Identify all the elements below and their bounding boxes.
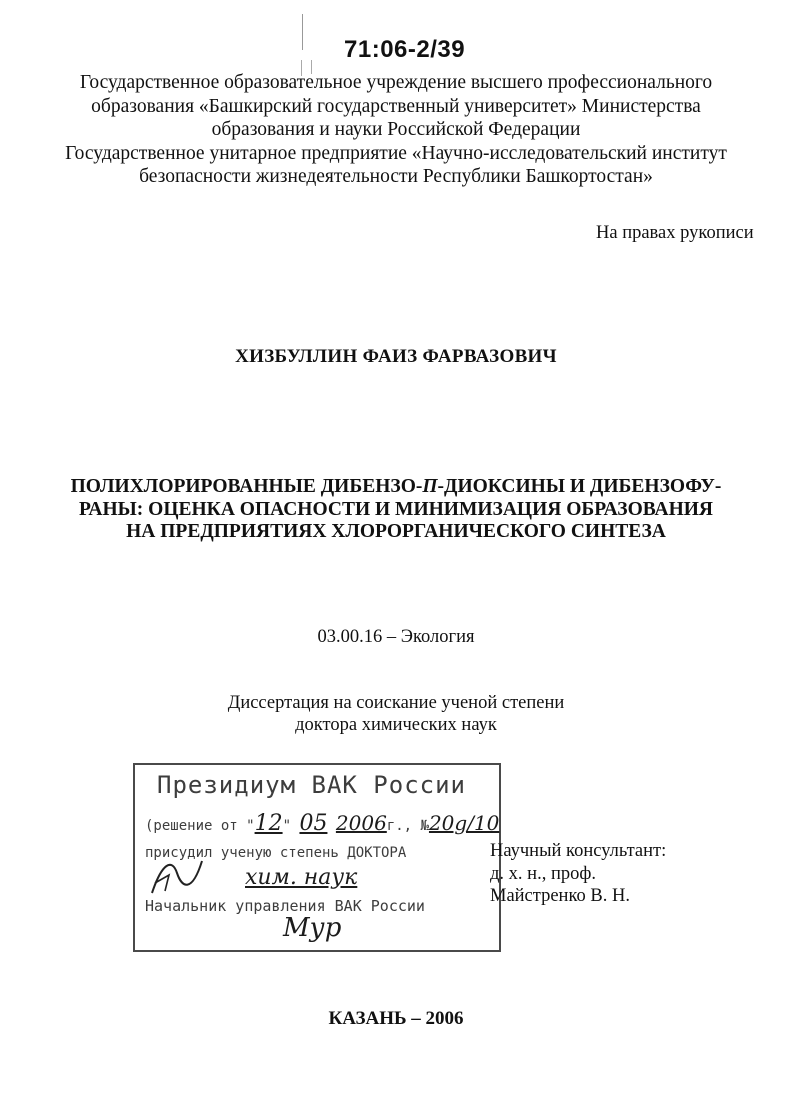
signature-scribble-icon (147, 853, 207, 903)
institution-line: образования и науки Российской Федерации (211, 119, 581, 140)
degree-block (0, 692, 792, 736)
degree-line: Диссертация на соискание ученой степени (227, 693, 565, 713)
dissertation-title (0, 476, 792, 544)
stamp-line-5: Начальник управления ВАК России (145, 897, 425, 915)
consultant-label: Научный консультант: (490, 841, 667, 861)
institution-block (0, 71, 792, 189)
title-line: РАНЫ: ОЦЕНКА ОПАСНОСТИ И МИНИМИЗАЦИЯ ОБРАЗОВАНИЯ (78, 498, 714, 520)
stamp-signature: Мур (283, 913, 342, 943)
stamp-line-3: присудил ученую степень ДОКТОРА (145, 845, 407, 861)
institution-line: безопасности жизнедеятельности Республики Башкортостан» (139, 166, 653, 187)
rights-note: На правах рукописи (596, 223, 754, 243)
consultant-block (490, 840, 666, 908)
institution-line: Государственное унитарное предприятие «Научно-исследовательский институт (65, 142, 727, 164)
stamp-line-2: (решение от "12" 05 2006г., №20g/10 (145, 811, 500, 836)
specialty: 03.00.16 – Экология (317, 627, 475, 647)
consultant-degree: д. х. н., проф. (490, 863, 596, 884)
degree-line: доктора химических наук (295, 715, 497, 735)
author-name: ХИЗБУЛЛИН ФАИЗ ФАРВАЗОВИЧ (235, 346, 557, 367)
consultant-name: Майстренко В. Н. (490, 886, 630, 906)
title-line: ПОЛИХЛОРИРОВАННЫЕ ДИБЕНЗО-П-ДИОКСИНЫ И ДИБЕНЗОФУ- (70, 476, 722, 497)
institution-line: Государственное образовательное учреждение высшего профессионального (79, 72, 713, 93)
stamp-handwritten-field: хим. наук (245, 865, 358, 890)
city-year: КАЗАНЬ – 2006 (328, 1008, 464, 1029)
vak-stamp (133, 763, 501, 952)
archive-code: 71:06-2/39 (344, 36, 466, 63)
stamp-line-1: Президиум ВАК России (157, 771, 466, 799)
title-line: НА ПРЕДПРИЯТИЯХ ХЛОРОРГАНИЧЕСКОГО СИНТЕЗА (126, 521, 666, 542)
institution-line: образования «Башкирский государственный университет» Министерства (91, 95, 701, 117)
scan-artifact-line (302, 14, 303, 50)
